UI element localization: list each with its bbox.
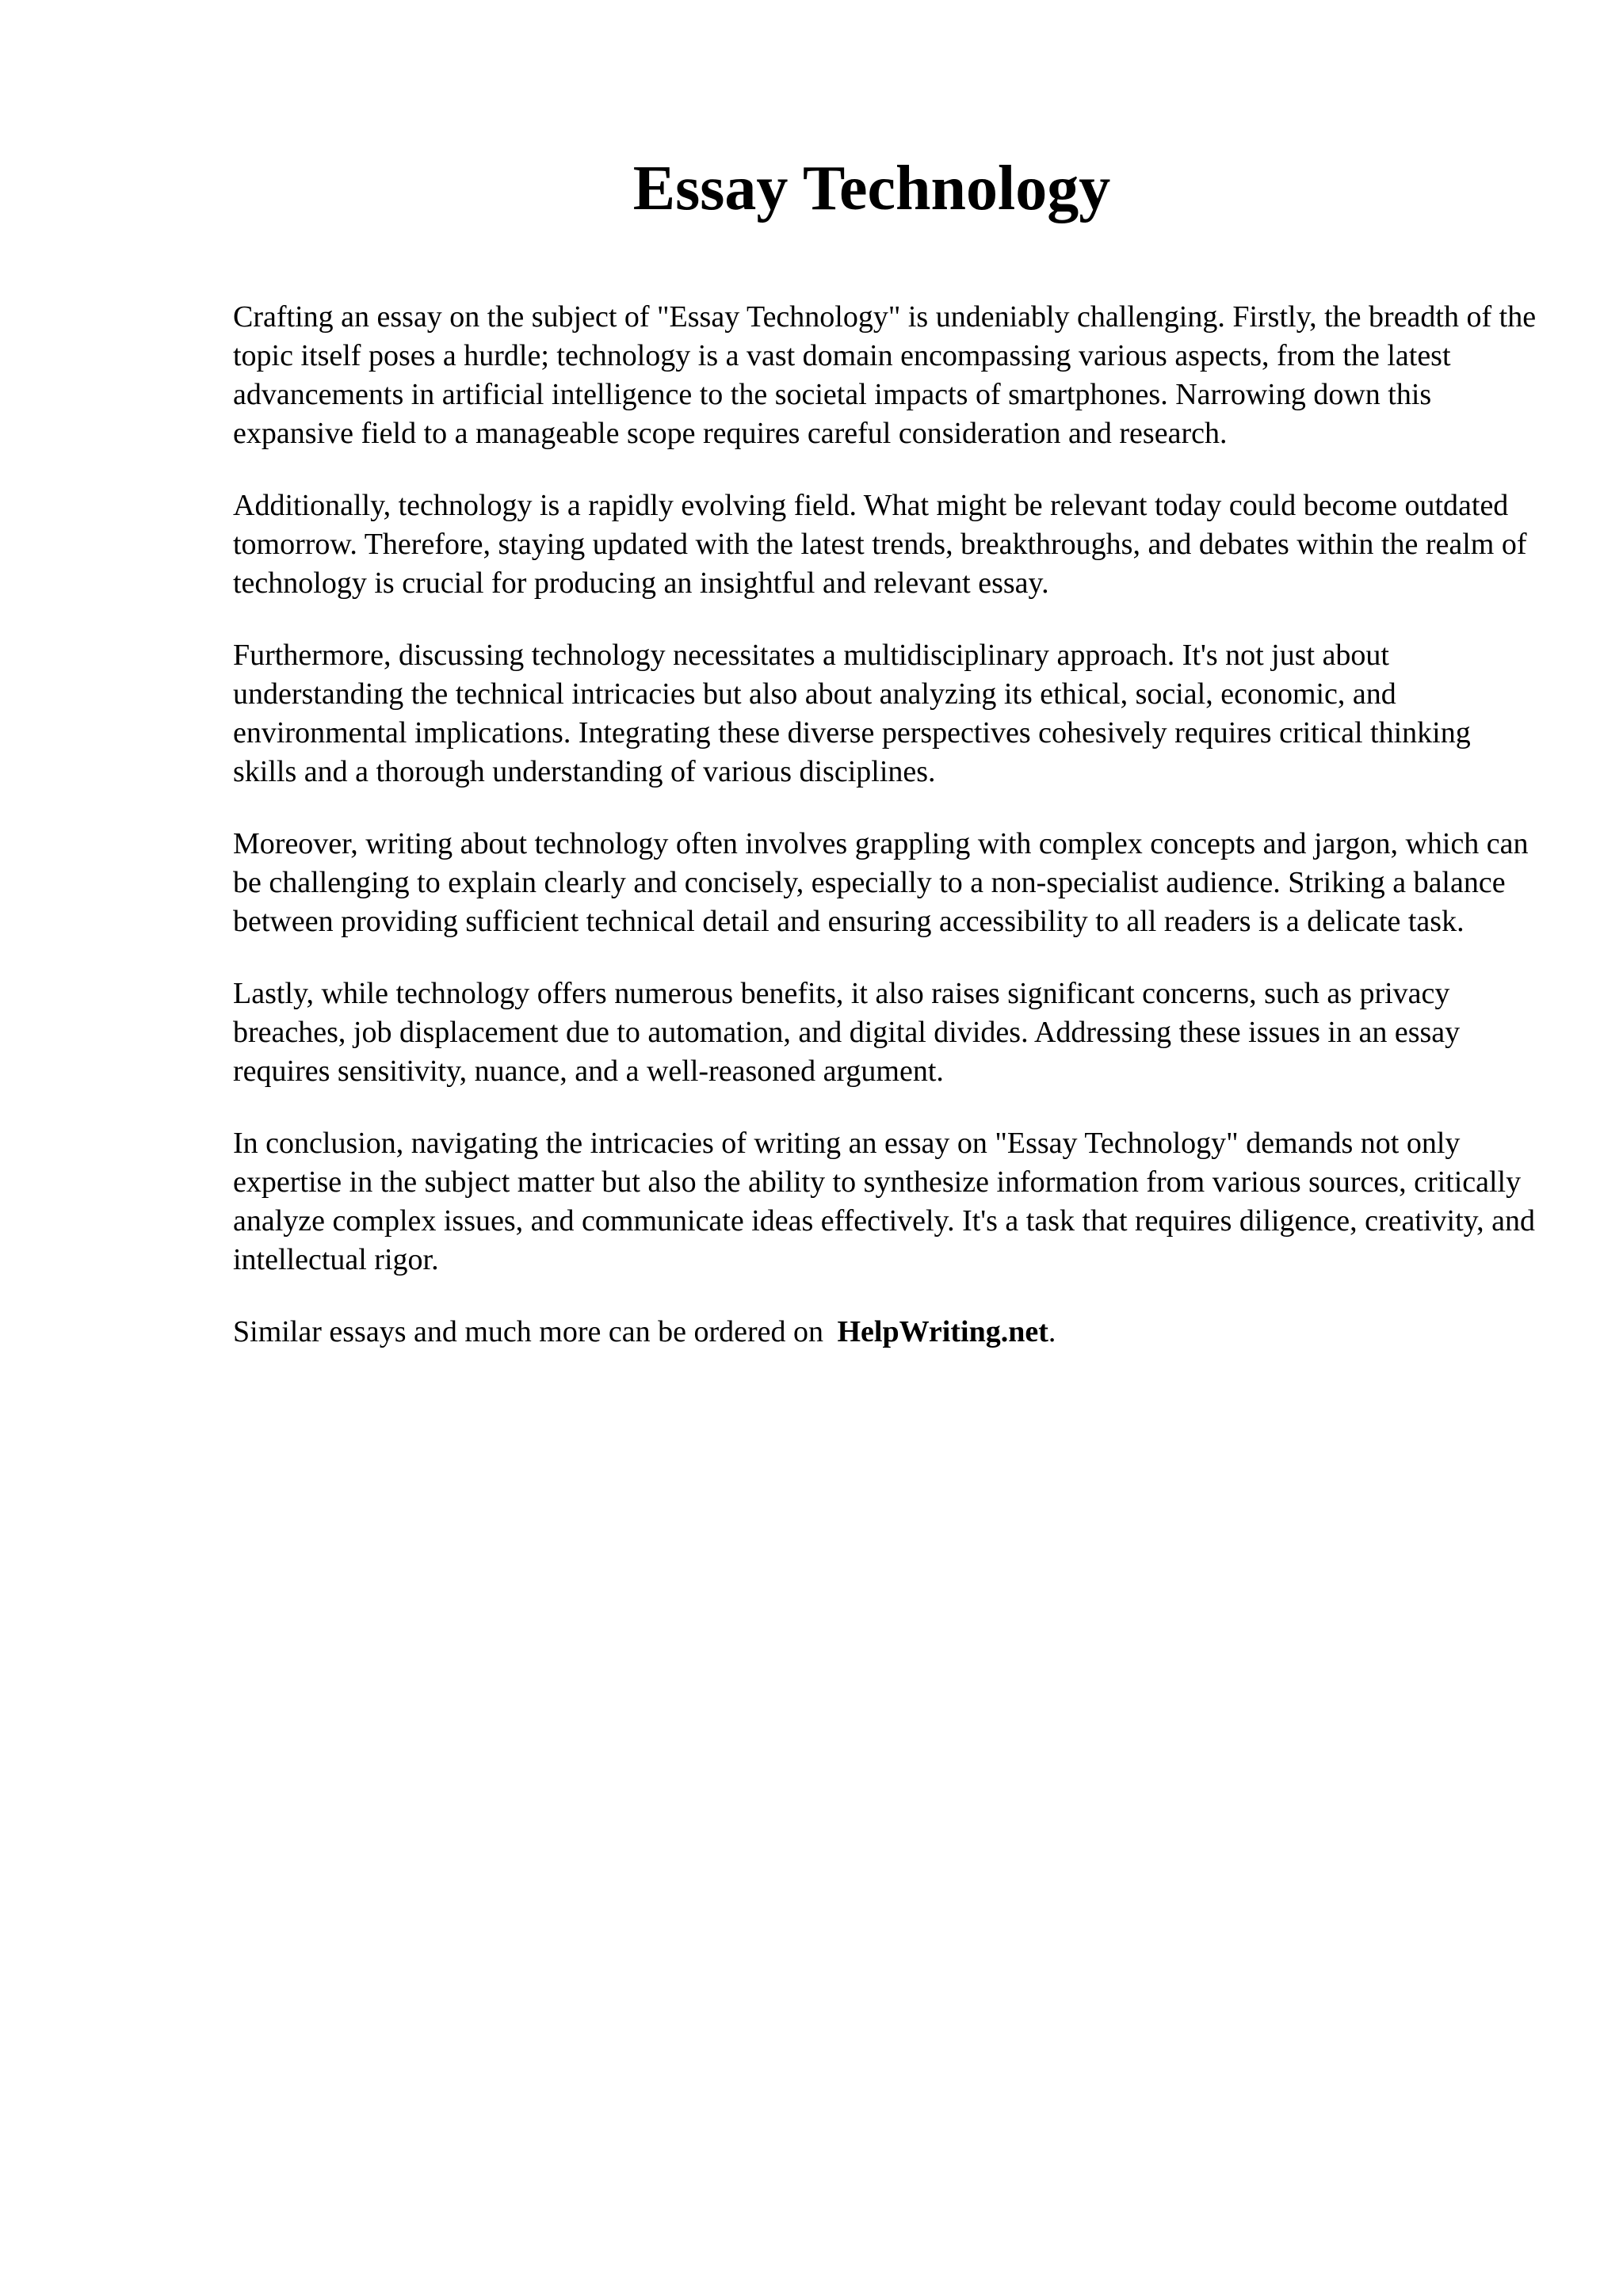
closing-text: Similar essays and much more can be ordered on: [233, 1315, 823, 1348]
paragraph-3: Furthermore, discussing technology necessitates a multidisciplinary approach. It's not just about understanding the technical intricacies but also about analyzing its ethical, social, economic, and environmental implications. Integrating these diverse perspectives cohesively requires critical thinking skills and a thorough understanding of various disciplines.: [233, 639, 1471, 788]
paragraph-6: In conclusion, navigating the intricacies of writing an essay on "Essay Technology" demands not only expertise in the subject matter but also the ability to synthesize information from various sources, critically analyze complex issues, and communicate ideas effectively. It's a task that requires diligence, creativity, and intellectual rigor.: [233, 1127, 1536, 1276]
page-title: Essay Technology: [632, 154, 1111, 223]
paragraph-2: Additionally, technology is a rapidly evolving field. What might be relevant today could become outdated tomorrow. Therefore, staying updated with the latest trends, breakthroughs, and debates within the realm of technology is crucial for producing an insightful and relevant essay.: [233, 489, 1527, 600]
paragraph-1: Crafting an essay on the subject of "Essay Technology" is undeniably challenging. Firstly, the breadth of the topic itself poses a hurdle; technology is a vast domain encompassing various aspects, from the latest advancements in artificial intelligence to the societal impacts of smartphones. Narrowing down this expansive field to a manageable scope requires careful consideration and research.: [233, 300, 1537, 450]
helpwriting-link[interactable]: HelpWriting.net: [837, 1315, 1048, 1348]
paragraph-4: Moreover, writing about technology often involves grappling with complex concepts and jargon, which can be challenging to explain clearly and concisely, especially to a non-specialist audience. Striking a balance between providing sufficient technical detail and ensuring accessibility to all readers is a delicate task.: [233, 827, 1529, 938]
closing-line: [233, 1313, 1541, 1352]
paragraph-5: Lastly, while technology offers numerous benefits, it also raises significant concerns, such as privacy breaches, job displacement due to automation, and digital divides. Addressing these issues in an essay requires sensitivity, nuance, and a well-reasoned argument.: [233, 977, 1461, 1088]
closing-period: .: [1048, 1315, 1056, 1348]
essay-body: [233, 298, 1541, 1385]
